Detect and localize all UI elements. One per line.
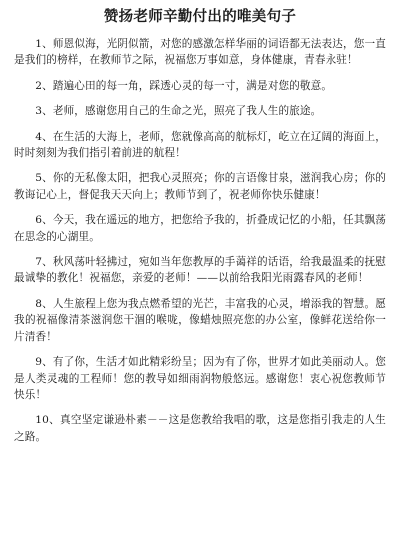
paragraph-7: 7、秋风荡叶轻拂过，宛如当年您教厚的手蔼祥的话语，给我最温柔的抚慰最诚挚的教化！祝福您，亲爱的老师！——以前给我阳光雨露春风的老师！ (14, 256, 386, 285)
paragraph-6: 6、今天，我在遥远的地方，把您给予我的，折叠成记忆的小船，任其飘荡在思念的心湖里。 (14, 214, 386, 243)
paragraph-8: 8、人生旅程上您为我点燃希望的光芒，丰富我的心灵，增添我的智慧。愿我的祝福像清茶滋润您干涸的喉咙，像蜡烛照亮您的办公室，像鲜花送给你一片清香！ (14, 297, 386, 343)
paragraph-3: 3、老师，感谢您用自己的生命之光，照亮了我人生的旅途。 (35, 105, 322, 118)
paragraph-1: 1、师恩似海，光阴似箭，对您的感激怎样华丽的词语都无法表达，您一直是我们的榜样，在教师节之际，祝福您万事如意，身体健康，青春永驻！ (14, 38, 386, 67)
paragraph-4: 4、在生活的大海上，老师，您就像高高的航标灯，屹立在辽阔的海面上，时时刻刻为我们指引着前进的航程！ (14, 130, 386, 160)
paragraph-2: 2、踏遍心田的每一角，踩透心灵的每一寸，满是对您的敬意。 (35, 79, 333, 92)
paragraph-5: 5、你的无私像太阳，把我心灵照亮；你的言语像甘泉，滋润我心房；你的教诲记心上，督促我天天向上；教师节到了，祝老师你快乐健康！ (14, 172, 386, 201)
paragraph-10: 10、真空坚定谦逊朴素－－这是您教给我唱的歌，这是您指引我走的人生之路。 (14, 414, 386, 443)
paragraph-9: 9、有了你，生活才如此精彩纷呈；因为有了你，世界才如此美丽动人。您是人类灵魂的工程师！您的教导如细雨润物般悠远。感谢您！衷心祝您教师节快乐！ (14, 356, 386, 401)
article-title: 赞扬老师辛勤付出的唯美句子 (103, 9, 297, 25)
